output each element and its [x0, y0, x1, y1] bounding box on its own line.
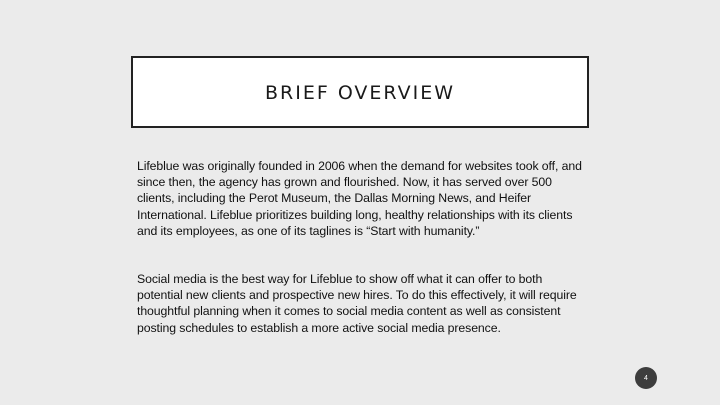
page-number-badge: 4 [635, 367, 657, 389]
slide-title: BRIEF OVERVIEW [265, 82, 455, 104]
body-paragraph-1: Lifeblue was originally founded in 2006 when the demand for websites took off, and since then, the agency has grown and flourished. Now, it has served over 500 clients, including the Perot Museum, the Dallas Morning News, and Heifer International. Lifeblue prioritizes building long, healthy relationships with its clients and its employees, as one of its taglines is “Start with humanity.” [137, 159, 582, 238]
body-paragraph-2: Social media is the best way for Lifeblue to show off what it can offer to both potential new clients and prospective new hires. To do this effectively, it will require thoughtful planning when it comes to social media content as well as consistent posting schedules to establish a more active social media presence. [137, 272, 577, 335]
title-box [131, 56, 589, 128]
